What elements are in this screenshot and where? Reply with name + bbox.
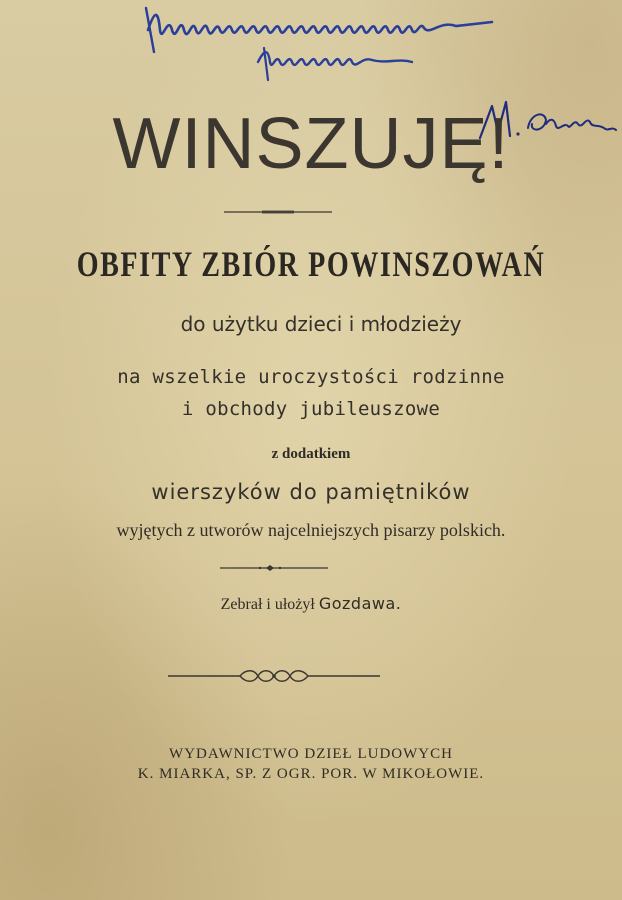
text-occasions-1: na wszelkie uroczystości rodzinne [117, 366, 505, 388]
ornament-rule-top [224, 208, 332, 216]
compiler-prefix: Zebrał i ułożył [220, 596, 315, 613]
text-source: wyjętych z utworów najcelniejszych pisarzy polskich. [116, 520, 506, 540]
book-title: WINSZUJĘ! [112, 104, 510, 184]
book-subtitle: OBFITY ZBIÓR POWINSZOWAŃ [76, 244, 546, 284]
text-occasions-2: i obchody jubileuszowe [181, 398, 441, 420]
compiler-line [0, 594, 622, 614]
text-purpose: do użytku dzieci i młodzieży [180, 312, 462, 336]
ornament-rule-middle [220, 563, 328, 573]
text-verses: wierszyków do pamiętników [151, 480, 471, 504]
ornament-rule-bottom [168, 666, 380, 686]
publisher-name: WYDAWNICTWO DZIEŁ LUDOWYCH [169, 746, 453, 762]
handwritten-scribble [140, 0, 500, 90]
publisher-address: K. MIARKA, SP. Z OGR. POR. W MIKOŁOWIE. [137, 766, 485, 782]
text-addition: z dodatkiem [271, 446, 351, 462]
compiler-name: Gozdawa. [318, 594, 402, 613]
